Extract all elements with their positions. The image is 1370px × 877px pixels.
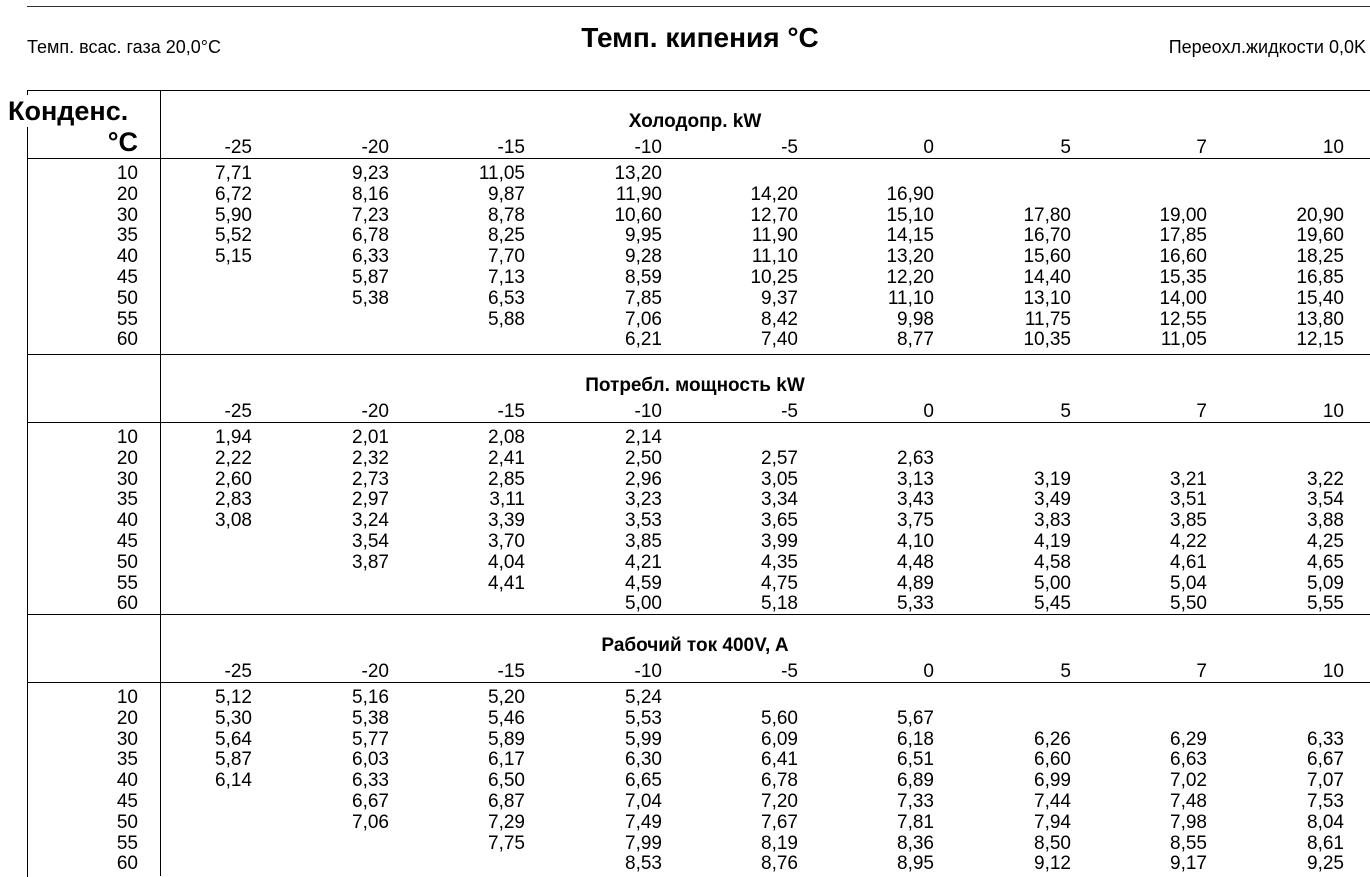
- table-cell: 9,98: [897, 308, 934, 330]
- table-cell: 14,20: [750, 183, 798, 205]
- table-cell: 11,10: [887, 287, 934, 309]
- table-cell: 4,35: [761, 551, 798, 573]
- table-cell: 6,65: [625, 770, 662, 792]
- table-cell: 5,00: [1034, 572, 1071, 594]
- column-header: -15: [497, 137, 525, 158]
- table-cell: 6,89: [897, 770, 934, 792]
- table-cell: 4,58: [1034, 551, 1071, 573]
- table-cell: 2,08: [488, 427, 525, 448]
- table-cell: 9,17: [1170, 853, 1207, 875]
- table-cell: 6,26: [1034, 728, 1071, 750]
- column-header: -20: [361, 137, 389, 158]
- table-cell: 6,51: [897, 749, 934, 771]
- table-cell: 7,48: [1170, 791, 1207, 812]
- table-cell: 5,64: [215, 728, 252, 750]
- table-cell: 7,13: [488, 267, 525, 288]
- table-cell: 8,04: [1307, 811, 1344, 833]
- table-cell: 6,50: [488, 770, 525, 792]
- table-cell: 7,04: [625, 791, 662, 812]
- column-header: 10: [1322, 137, 1344, 158]
- table-cell: 4,19: [1034, 531, 1071, 552]
- table-cell: 6,63: [1170, 749, 1207, 771]
- table-cell: 1,94: [215, 427, 252, 448]
- table-cell: 2,14: [625, 427, 662, 448]
- table-cell: 5,24: [625, 687, 662, 708]
- column-header: -5: [781, 401, 798, 422]
- table-cell: 11,90: [615, 183, 662, 205]
- table-cell: 5,16: [352, 687, 389, 708]
- table-cell: 3,22: [1307, 468, 1344, 490]
- table-cell: 3,85: [625, 531, 662, 552]
- table-cell: 8,55: [1170, 832, 1207, 854]
- table-cell: 7,23: [352, 204, 389, 226]
- table-cell: 3,23: [625, 489, 662, 511]
- table-cell: 3,53: [625, 510, 662, 532]
- table-cell: 8,25: [488, 225, 525, 247]
- table-cell: 9,95: [625, 225, 662, 247]
- table-cell: 6,72: [215, 183, 252, 205]
- table-cell: 2,60: [215, 468, 252, 490]
- table-cell: 13,10: [1023, 287, 1071, 309]
- table-cell: 8,53: [625, 853, 662, 875]
- table-cell: 3,88: [1307, 510, 1344, 532]
- row-label: 10: [116, 163, 138, 184]
- column-header: -25: [224, 137, 252, 158]
- table-cell: 16,60: [1159, 246, 1207, 268]
- table-cell: 9,12: [1034, 853, 1071, 875]
- table-cell: 5,89: [488, 728, 525, 750]
- table-cell: 17,80: [1023, 204, 1071, 226]
- table-cell: 6,09: [761, 728, 798, 750]
- table-cell: 2,73: [352, 468, 389, 490]
- table-cell: 4,21: [625, 551, 662, 573]
- row-label: 35: [116, 225, 138, 247]
- table-cell: 2,22: [215, 447, 252, 469]
- table-cell: 13,80: [1296, 308, 1344, 330]
- table-cell: 4,75: [761, 572, 798, 594]
- table-cell: 14,15: [886, 225, 934, 247]
- table-cell: 6,67: [1307, 749, 1344, 771]
- table-cell: 5,53: [625, 707, 662, 729]
- table-cell: 4,89: [897, 572, 934, 594]
- table-cell: 7,29: [488, 811, 525, 833]
- table-cell: 7,40: [761, 329, 798, 351]
- table-cell: 5,87: [352, 267, 389, 288]
- table-cell: 8,42: [761, 308, 798, 330]
- row-label: 35: [116, 489, 138, 511]
- table-cell: 6,87: [488, 791, 525, 812]
- column-header: -5: [781, 137, 798, 158]
- table-cell: 8,61: [1307, 832, 1344, 854]
- table-cell: 2,57: [761, 447, 798, 469]
- table-cell: 5,04: [1170, 572, 1207, 594]
- table-cell: 6,99: [1034, 770, 1071, 792]
- table-cell: 6,33: [352, 770, 389, 792]
- page-title: Темп. кипения °C: [581, 22, 819, 53]
- column-header: -15: [497, 401, 525, 422]
- table-cell: 3,21: [1170, 468, 1207, 490]
- row-label: 45: [116, 791, 138, 812]
- table-cell: 10,35: [1023, 329, 1071, 351]
- row-label: 50: [116, 811, 138, 833]
- row-label: 30: [116, 728, 138, 750]
- table-cell: 3,54: [1307, 489, 1344, 511]
- table-cell: 6,78: [352, 225, 389, 247]
- table-cell: 4,10: [897, 531, 934, 552]
- table-cell: 3,24: [352, 510, 389, 532]
- table-cell: 7,20: [761, 791, 798, 812]
- table-cell: 3,49: [1034, 489, 1071, 511]
- column-header: 0: [923, 401, 934, 422]
- section-title: Рабочий ток 400V, A: [601, 635, 789, 656]
- table-cell: 8,77: [897, 329, 934, 351]
- table-cell: 7,33: [897, 791, 934, 812]
- column-header: -20: [361, 401, 389, 422]
- column-header: 7: [1196, 401, 1207, 422]
- table-cell: 18,25: [1296, 246, 1344, 268]
- table-cell: 8,59: [625, 267, 662, 288]
- table-cell: 2,63: [897, 447, 934, 469]
- table-cell: 3,05: [761, 468, 798, 490]
- table-cell: 4,25: [1307, 531, 1344, 552]
- table-cell: 6,29: [1170, 728, 1207, 750]
- table-cell: 9,28: [625, 246, 662, 268]
- table-cell: 8,78: [488, 204, 525, 226]
- header-divider: [27, 682, 1370, 683]
- table-cell: 13,20: [614, 163, 662, 184]
- column-header: 5: [1060, 401, 1071, 422]
- table-cell: 6,21: [625, 329, 662, 351]
- row-label: 30: [116, 468, 138, 490]
- table-cell: 3,75: [897, 510, 934, 532]
- table-cell: 2,96: [625, 468, 662, 490]
- row-label: 45: [116, 267, 138, 288]
- table-cell: 17,85: [1159, 225, 1207, 247]
- table-cell: 5,87: [215, 749, 252, 771]
- table-cell: 2,97: [352, 489, 389, 511]
- row-label: 55: [116, 308, 138, 330]
- column-header: 7: [1196, 661, 1207, 682]
- row-label: 45: [116, 531, 138, 552]
- table-cell: 8,16: [352, 183, 389, 205]
- row-label: 60: [116, 329, 138, 351]
- table-cell: 15,40: [1296, 287, 1344, 309]
- table-cell: 4,61: [1170, 551, 1207, 573]
- section-divider: [27, 614, 1370, 615]
- header-divider: [27, 422, 1370, 423]
- table-cell: 16,90: [886, 183, 934, 205]
- table-cell: 4,22: [1170, 531, 1207, 552]
- table-cell: 5,77: [352, 728, 389, 750]
- row-label: 40: [116, 510, 138, 532]
- column-header: -25: [224, 661, 252, 682]
- column-header: 5: [1060, 661, 1071, 682]
- table-cell: 2,83: [215, 489, 252, 511]
- table-cell: 3,85: [1170, 510, 1207, 532]
- top-rule: [27, 6, 1370, 7]
- table-cell: 7,06: [625, 308, 662, 330]
- table-cell: 15,10: [886, 204, 934, 226]
- table-cell: 6,17: [488, 749, 525, 771]
- row-header-divider: [160, 90, 161, 876]
- table-cell: 5,52: [215, 225, 252, 247]
- column-header: -10: [634, 401, 662, 422]
- table-cell: 19,00: [1159, 204, 1207, 226]
- table-cell: 13,20: [886, 246, 934, 268]
- table-cell: 6,14: [215, 770, 252, 792]
- row-label: 20: [116, 183, 138, 205]
- suction-gas-temp: Темп. всас. газа 20,0°C: [27, 37, 221, 57]
- row-label: 55: [116, 832, 138, 854]
- table-cell: 7,99: [625, 832, 662, 854]
- table-cell: 4,48: [897, 551, 934, 573]
- table-cell: 5,99: [625, 728, 662, 750]
- table-cell: 5,60: [761, 707, 798, 729]
- table-cell: 4,41: [488, 572, 525, 594]
- header-divider: [27, 158, 1370, 159]
- row-label: 30: [116, 204, 138, 226]
- table-cell: 5,09: [1307, 572, 1344, 594]
- table-cell: 14,00: [1159, 287, 1207, 309]
- table-cell: 5,67: [897, 707, 934, 729]
- table-cell: 3,11: [489, 489, 525, 511]
- row-label: 50: [116, 551, 138, 573]
- table-cell: 11,90: [751, 225, 798, 247]
- table-cell: 3,39: [488, 510, 525, 532]
- table-cell: 7,06: [352, 811, 389, 833]
- table-cell: 7,94: [1034, 811, 1071, 833]
- table-cell: 7,75: [488, 832, 525, 854]
- table-cell: 19,60: [1296, 225, 1344, 247]
- table-cell: 5,20: [488, 687, 525, 708]
- row-label: 20: [116, 707, 138, 729]
- table-cell: 12,70: [750, 204, 798, 226]
- table-cell: 6,78: [761, 770, 798, 792]
- table-cell: 15,35: [1159, 267, 1207, 288]
- table-cell: 14,40: [1023, 267, 1071, 288]
- table-cell: 4,04: [488, 551, 525, 573]
- row-label: 10: [116, 427, 138, 448]
- table-cell: 6,03: [352, 749, 389, 771]
- condensing-unit-label: °C: [107, 127, 138, 157]
- table-cell: 7,02: [1170, 770, 1207, 792]
- table-cell: 2,41: [488, 447, 525, 469]
- row-label: 50: [116, 287, 138, 309]
- column-header: 7: [1196, 137, 1207, 158]
- table-cell: 6,60: [1034, 749, 1071, 771]
- table-cell: 2,01: [352, 427, 389, 448]
- table-cell: 5,38: [352, 287, 389, 309]
- table-cell: 3,87: [352, 551, 389, 573]
- table-cell: 8,36: [897, 832, 934, 854]
- table-cell: 5,45: [1034, 593, 1071, 615]
- column-header: 0: [923, 661, 934, 682]
- table-cell: 6,33: [1307, 728, 1344, 750]
- table-cell: 5,38: [352, 707, 389, 729]
- table-cell: 9,37: [761, 287, 798, 309]
- column-header: 5: [1060, 137, 1071, 158]
- column-header: -20: [361, 661, 389, 682]
- section-title: Потребл. мощность kW: [585, 375, 805, 396]
- table-cell: 7,67: [761, 811, 798, 833]
- table-cell: 3,43: [897, 489, 934, 511]
- table-cell: 2,32: [352, 447, 389, 469]
- table-cell: 3,51: [1170, 489, 1207, 511]
- table-cell: 9,87: [488, 183, 525, 205]
- column-header: -15: [497, 661, 525, 682]
- table-cell: 2,50: [625, 447, 662, 469]
- table-cell: 7,07: [1307, 770, 1344, 792]
- table-cell: 11,05: [1160, 329, 1207, 351]
- section-divider: [27, 354, 1370, 355]
- table-cell: 7,81: [897, 811, 934, 833]
- row-label: 40: [116, 770, 138, 792]
- table-cell: 15,60: [1023, 246, 1071, 268]
- table-cell: 10,60: [614, 204, 662, 226]
- row-label: 20: [116, 447, 138, 469]
- table-cell: 7,53: [1307, 791, 1344, 812]
- table-cell: 5,55: [1307, 593, 1344, 615]
- table-cell: 3,65: [761, 510, 798, 532]
- table-cell: 3,34: [761, 489, 798, 511]
- table-cell: 11,10: [751, 246, 798, 268]
- table-cell: 5,46: [488, 707, 525, 729]
- column-header: -25: [224, 401, 252, 422]
- table-cell: 6,33: [352, 246, 389, 268]
- table-cell: 20,90: [1296, 204, 1344, 226]
- table-cell: 2,85: [488, 468, 525, 490]
- table-cell: 6,67: [352, 791, 389, 812]
- liquid-subcooling: Переохл.жидкости 0,0K: [1168, 37, 1366, 57]
- column-header: -10: [634, 661, 662, 682]
- column-header: 0: [923, 137, 934, 158]
- table-cell: 7,70: [488, 246, 525, 268]
- row-label: 60: [116, 593, 138, 615]
- table-cell: 4,65: [1307, 551, 1344, 573]
- table-cell: 6,41: [761, 749, 798, 771]
- column-header: 10: [1322, 401, 1344, 422]
- table-cell: 8,76: [761, 853, 798, 875]
- table-cell: 8,19: [761, 832, 798, 854]
- row-label: 40: [116, 246, 138, 268]
- table-cell: 3,70: [488, 531, 525, 552]
- table-cell: 11,05: [478, 163, 525, 184]
- table-cell: 12,20: [886, 267, 934, 288]
- column-header: -5: [781, 661, 798, 682]
- table-cell: 5,33: [897, 593, 934, 615]
- row-label: 60: [116, 853, 138, 875]
- table-cell: 4,59: [625, 572, 662, 594]
- table-cell: 7,98: [1170, 811, 1207, 833]
- table-cell: 16,85: [1296, 267, 1344, 288]
- column-header: 10: [1322, 661, 1344, 682]
- table-cell: 5,18: [761, 593, 798, 615]
- condensing-label: Конденс.: [8, 96, 129, 126]
- table-cell: 3,54: [352, 531, 389, 552]
- table-cell: 12,55: [1159, 308, 1207, 330]
- table-cell: 3,08: [215, 510, 252, 532]
- table-cell: 11,75: [1024, 308, 1071, 330]
- table-cell: 5,50: [1170, 593, 1207, 615]
- row-label: 35: [116, 749, 138, 771]
- column-header: -10: [634, 137, 662, 158]
- table-cell: 5,15: [215, 246, 252, 268]
- table-cell: 5,90: [215, 204, 252, 226]
- table-cell: 7,44: [1034, 791, 1071, 812]
- table-cell: 16,70: [1023, 225, 1071, 247]
- table-cell: 9,25: [1307, 853, 1344, 875]
- table-cell: 6,53: [488, 287, 525, 309]
- table-cell: 3,99: [761, 531, 798, 552]
- row-label: 10: [116, 687, 138, 708]
- table-cell: 10,25: [750, 267, 798, 288]
- table-cell: 9,23: [352, 163, 389, 184]
- table-cell: 7,49: [625, 811, 662, 833]
- table-cell: 3,19: [1034, 468, 1071, 490]
- table-cell: 5,88: [488, 308, 525, 330]
- table-cell: 5,12: [215, 687, 252, 708]
- table-cell: 6,30: [625, 749, 662, 771]
- table-cell: 3,13: [897, 468, 934, 490]
- table-cell: 12,15: [1296, 329, 1344, 351]
- table-cell: 6,18: [897, 728, 934, 750]
- section-title: Холодопр. kW: [628, 111, 762, 132]
- row-label: 55: [116, 572, 138, 594]
- table-cell: 3,83: [1034, 510, 1071, 532]
- table-cell: 8,95: [897, 853, 934, 875]
- table-cell: 5,30: [215, 707, 252, 729]
- table-cell: 7,71: [215, 163, 252, 184]
- table-cell: 8,50: [1034, 832, 1071, 854]
- table-cell: 7,85: [625, 287, 662, 309]
- table-cell: 5,00: [625, 593, 662, 615]
